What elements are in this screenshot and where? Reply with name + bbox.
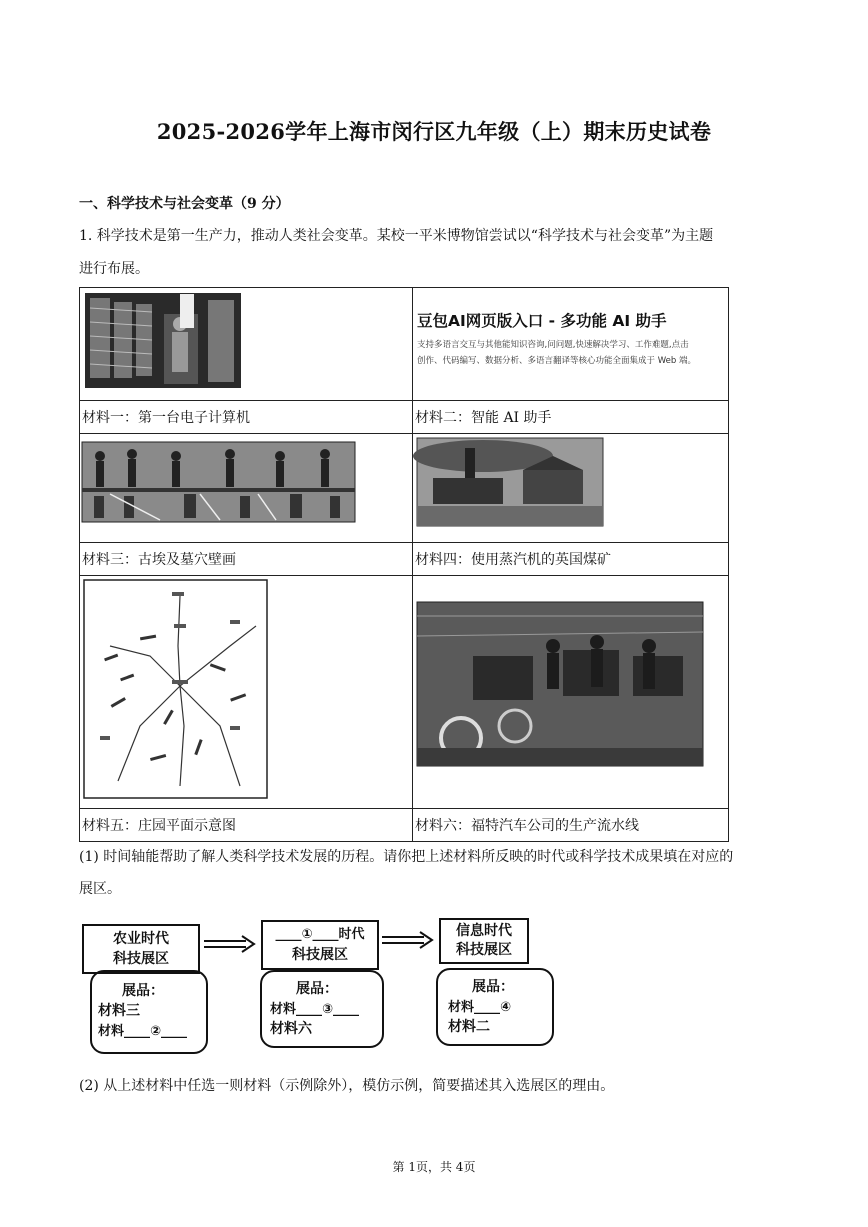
blank-exhibit-label: 展品：	[296, 981, 338, 997]
agri-era-label: 农业时代	[113, 931, 169, 947]
page-title: 2025-2026学年上海市闵行区九年级（上）期末历史试卷	[156, 119, 712, 144]
blank-exhibit-item-a: 材料____③____	[270, 1002, 360, 1017]
sub-question2: (2) 从上述材料中任选一则材料（示例除外），模仿示例，简要描述其入选展区的理由。	[79, 1078, 615, 1094]
agri-era-sub: 科技展区	[113, 951, 169, 967]
ford-assembly-line-image	[413, 576, 729, 808]
exhibit-flow-diagram	[80, 912, 560, 1058]
agri-exhibit-label: 展品：	[122, 983, 164, 999]
agri-era-box	[82, 924, 200, 974]
ai-headline: 豆包AI网页版入口 - 多功能 AI 助手	[417, 312, 667, 330]
info-era-box	[439, 918, 529, 964]
ai-desc-line1: 支持多语言交互与其他能知识咨询,问问题,快速解决学习、工作难题,点击	[417, 340, 689, 350]
question-intro-line1: 1. 科学技术是第一生产力，推动人类社会变革。某校一平米博物馆尝试以“科学技术与社会变革”为主题	[79, 228, 714, 244]
agri-exhibit-box	[90, 970, 208, 1054]
blank-era-sub: 科技展区	[292, 947, 348, 963]
arrow-right-icon	[380, 930, 436, 950]
blank-exhibit-item-b: 材料六	[270, 1021, 312, 1037]
page-footer: 第 1页，共 4页	[392, 1160, 476, 1174]
agri-exhibit-item-a: 材料三	[98, 1003, 140, 1019]
blank-era-label: ____①____时代	[275, 927, 365, 942]
question-intro-line2: 进行布展。	[79, 261, 149, 277]
section-heading: 一、科学技术与社会变革（9 分）	[79, 196, 290, 212]
material1-image-cell	[80, 288, 413, 401]
sub-question1-line1: (1) 时间轴能帮助了解人类科学技术发展的历程。请你把上述材料所反映的时代或科学技术成果填在对应的	[79, 849, 734, 865]
ai-desc-line2: 创作、代码编写、数据分析、多语言翻译等核心功能全面集成于 Web 端。	[417, 356, 696, 366]
egyptian-mural-image	[80, 434, 413, 542]
sub-question1-line2: 展区。	[79, 881, 121, 897]
materials-table	[79, 287, 729, 842]
material4-caption: 材料四：使用蒸汽机的英国煤矿	[413, 543, 729, 576]
material2-caption: 材料二：智能 AI 助手	[413, 401, 729, 434]
material2-image-cell	[413, 288, 729, 401]
info-exhibit-item-b: 材料二	[448, 1019, 490, 1035]
agri-exhibit-item-b: 材料____②____	[98, 1024, 188, 1039]
info-era-sub: 科技展区	[456, 942, 512, 958]
material5-image-cell	[80, 576, 413, 809]
blank-era-box	[261, 920, 379, 970]
material6-caption: 材料六：福特汽车公司的生产流水线	[413, 809, 729, 842]
blank-exhibit-box	[260, 970, 384, 1048]
material5-caption: 材料五：庄园平面示意图	[80, 809, 413, 842]
material3-caption: 材料三：古埃及墓穴壁画	[80, 543, 413, 576]
info-era-label: 信息时代	[456, 923, 512, 939]
material6-image-cell	[413, 576, 729, 809]
eniac-computer-image	[80, 288, 413, 400]
material3-image-cell	[80, 434, 413, 543]
steam-coal-mine-image	[413, 434, 729, 542]
info-exhibit-box	[436, 968, 554, 1046]
material1-caption: 材料一：第一台电子计算机	[80, 401, 413, 434]
material4-image-cell	[413, 434, 729, 543]
info-exhibit-item-a: 材料____④	[448, 1000, 512, 1015]
arrow-right-icon	[202, 934, 258, 954]
manor-plan-map-image	[80, 576, 413, 808]
info-exhibit-label: 展品：	[472, 979, 514, 995]
